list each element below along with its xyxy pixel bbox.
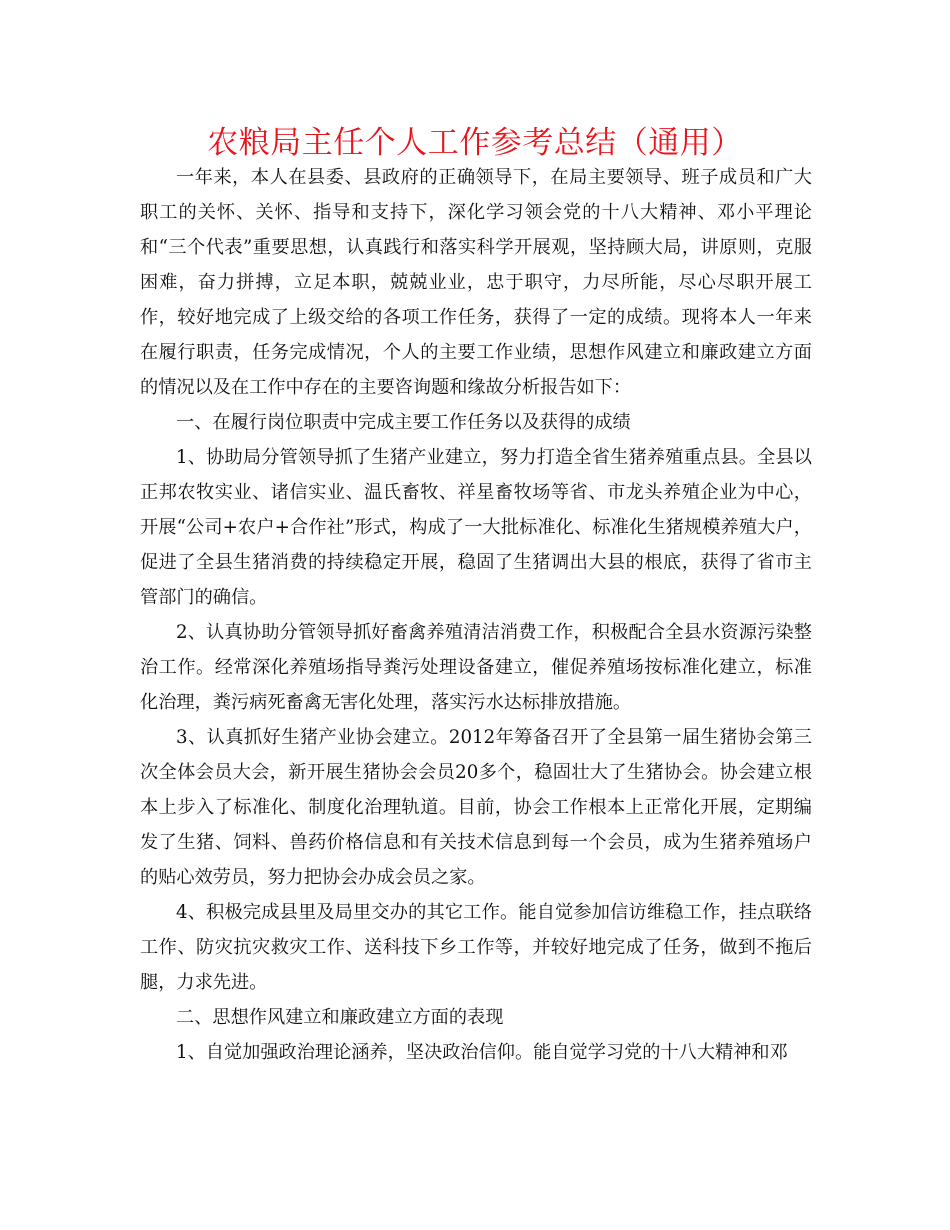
paragraph-item-2: 2、认真协助分管领导抓好畜禽养殖清洁消费工作，积极配合全县水资源污染整治工作。经常深化养殖场指导粪污处理设备建立，催促养殖场按标准化建立，标准化治理，粪污病死畜禽无害化处理，落实污水达标排放措施。 xyxy=(140,622,812,713)
paragraph-item-5: 1、自觉加强政治理论涵养，坚决政治信仰。能自觉学习党的十八大精神和邓 xyxy=(176,1042,788,1063)
paragraph-item-4: 4、积极完成县里及局里交办的其它工作。能自觉参加信访维稳工作，挂点联络工作、防灾抗灾救灾工作、送科技下乡工作等，并较好地完成了任务，做到不拖后腿，力求先进。 xyxy=(140,902,812,993)
document-body xyxy=(140,160,812,1070)
paragraph-item-1: 1、协助局分管领导抓了生猪产业建立，努力打造全省生猪养殖重点县。全县以正邦农牧实业、诸信实业、温氏畜牧、祥星畜牧场等省、市龙头养殖企业为中心，开展“公司+农户+合作社”形式，构成了一大批标准化、标准化生猪规模养殖大户，促进了全县生猪消费的持续稳定开展，稳固了生猪调出大县的根底，获得了省市主管部门的确信。 xyxy=(140,447,812,608)
section-heading-2: 二、思想作风建立和廉政建立方面的表现 xyxy=(176,1007,504,1028)
paragraph-intro: 一年来，本人在县委、县政府的正确领导下，在局主要领导、班子成员和广大职工的关怀、关怀、指导和支持下，深化学习领会党的十八大精神、邓小平理论和“三个代表”重要思想，认真践行和落实科学开展观，坚持顾大局，讲原则，克服困难，奋力拼搏，立足本职，兢兢业业，忠于职守，力尽所能，尽心尽职开展工作，较好地完成了上级交给的各项工作任务，获得了一定的成绩。现将本人一年来在履行职责，任务完成情况，个人的主要工作业绩，思想作风建立和廉政建立方面的情况以及在工作中存在的主要咨询题和缘故分析报告如下： xyxy=(140,167,812,398)
document-title: 农粮局主任个人工作参考总结（通用） xyxy=(207,125,743,161)
section-heading-1: 一、在履行岗位职责中完成主要工作任务以及获得的成绩 xyxy=(176,412,631,433)
paragraph-item-3: 3、认真抓好生猪产业协会建立。2012年筹备召开了全县第一届生猪协会第三次全体会员大会，新开展生猪协会会员20多个，稳固壮大了生猪协会。协会建立根本上步入了标准化、制度化治理轨道。目前，协会工作根本上正常化开展，定期编发了生猪、饲料、兽药价格信息和有关技术信息到每一个会员，成为生猪养殖场户的贴心效劳员，努力把协会办成会员之家。 xyxy=(140,727,812,888)
